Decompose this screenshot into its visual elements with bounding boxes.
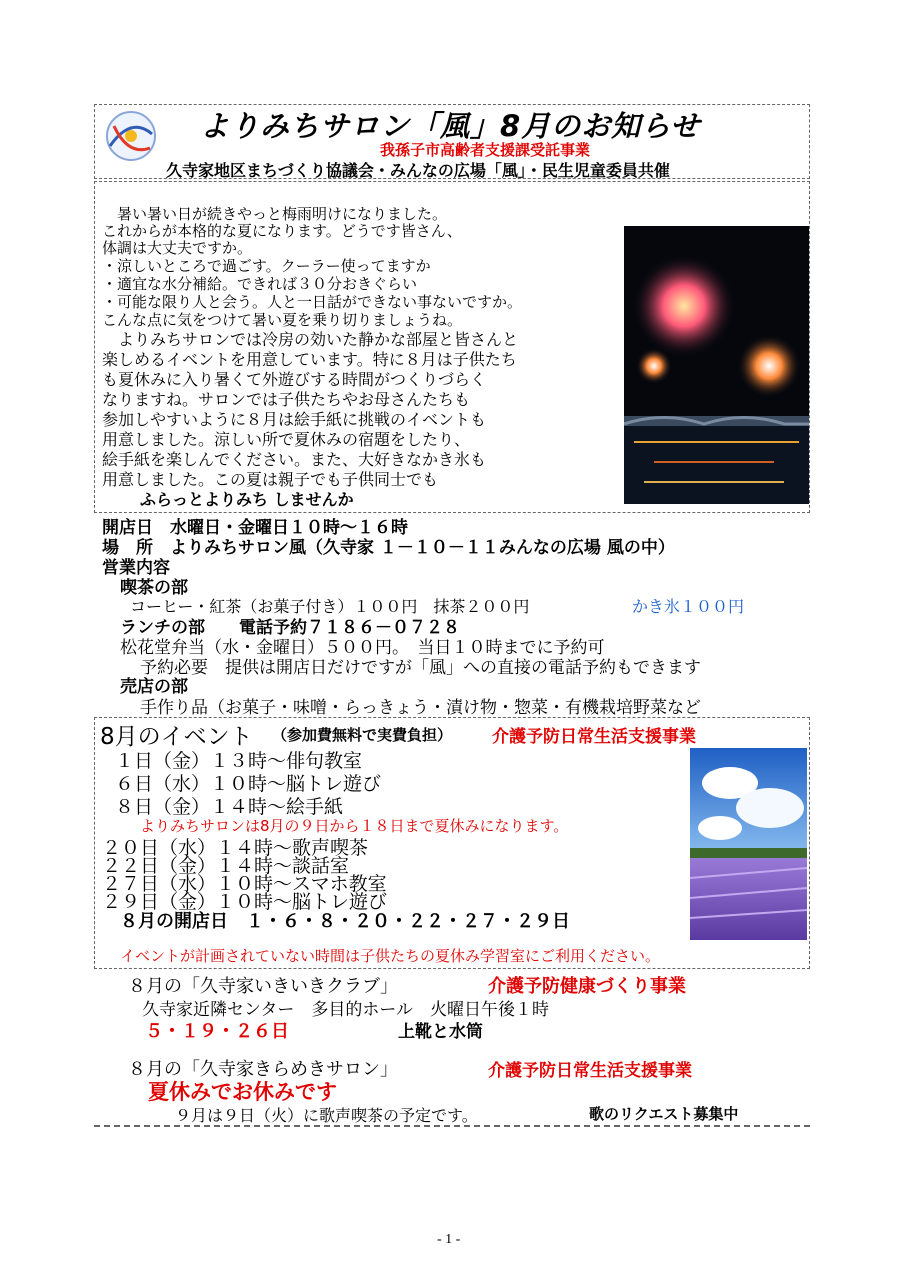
event-item: ８日（金）１４時～絵手紙 [115,796,344,818]
club-program: 介護予防健康づくり事業 [488,976,686,997]
logo [98,106,164,170]
club-bring: 上靴と水筒 [398,1022,483,1042]
events-program: 介護予防日常生活支援事業 [492,727,696,747]
events-note: （参加費無料で実費負担） [272,726,453,744]
salon-next: ９月は９日（火）に歌声喫茶の予定です。 [175,1106,478,1125]
sponsors-text: 久寺家地区まちづくり協議会・みんなの広場「風」・民生児童委員共催 [166,161,670,180]
event-item: ２０日（水）１４時～歌声喫茶 [102,837,369,859]
event-item: １日（金）１３時～俳句教室 [115,750,363,772]
intro-line: ・可能な限り人と会う。人と一日話ができない事ないですか。 [102,293,523,311]
intro-line: よりみちサロンでは冷房の効いた静かな部屋と皆さんと [102,330,519,349]
intro-line: ・適宜な水分補給。できれば３０分おきぐらい [102,275,418,293]
page-title: よりみちサロン「風」8月のお知らせ [200,109,701,143]
open-dates: ８月の開店日 １・６・８・２０・２２・２７・２９日 [120,911,570,932]
club-title: ８月の「久寺家いきいきクラブ」 [128,976,398,997]
shop-heading: 売店の部 [120,677,188,697]
event-item: ２９日（金）１０時～脳トレ遊び [102,891,388,913]
event-item: ２２日（金）１４時～談話室 [102,855,350,877]
events-title: 8月のイベント [100,724,253,750]
commission-text: 我孫子市高齢者支援課受託事業 [380,141,591,159]
business-heading: 営業内容 [102,558,170,578]
shop-items: 手作り品（お菓子・味噌・らっきょう・漬け物・惣菜・有機栽培野菜など [140,698,701,718]
intro-line: 用意しました。涼しい所で夏休みの宿題をしたり、 [102,430,471,449]
reservation: 予約必要 提供は開店日だけですが「風」への直接の電話予約もできます [140,658,701,678]
intro-line: 絵手紙を楽しんでください。また、大好きなかき氷も [102,450,487,469]
bento: 松花堂弁当（水・金曜日）５００円。 当日１０時までに予約可 [120,638,605,658]
fireworks-photo [624,226,809,504]
club-venue: 久寺家近隣センター 多目的ホール 火曜日午後１時 [142,1000,549,1020]
event-item: ６日（水）１０時～脳トレ遊び [115,773,382,795]
intro-line: 用意しました。この夏は親子でも子供同士でも [102,470,439,489]
event-item: ２７日（水）１０時～スマホ教室 [102,873,387,895]
holiday-notice: よりみちサロンは8月の９日から１８日まで夏休みになります。 [140,817,569,835]
intro-line: 楽しめるイベントを用意しています。特に８月は子供たち [102,350,517,369]
study-notice: イベントが計画されていない時間は子供たちの夏休み学習室にご利用ください。 [120,947,661,965]
divider [94,1125,810,1127]
lunch: ランチの部 電話予約７１８６－０７２８ [120,618,460,638]
cafe-heading: 喫茶の部 [120,578,188,598]
intro-line: 体調は大丈夫ですか。 [102,239,253,257]
club-dates: ５・１９・２６日 [145,1021,289,1042]
intro-line: 暑い暑い日が続きやっと梅雨明けになりました。 [102,205,448,223]
intro-line: 参加しやすいように８月は絵手紙に挑戦のイベントも [102,410,487,429]
salon-request: 歌のリクエスト募集中 [589,1105,739,1123]
intro-line: ・涼しいところで過ごす。クーラー使ってますか [102,257,431,275]
lavender-field-photo [690,748,807,940]
intro-line: こんな点に気をつけて暑い夏を乗り切りましょうね。 [102,311,463,329]
salon-title: ８月の「久寺家きらめきサロン」 [128,1059,398,1080]
kakigori: かき氷１００円 [632,597,745,616]
intro-line: これからが本格的な夏になります。どうです皆さん、 [102,222,462,240]
salon-closed: 夏休みでお休みです [148,1080,337,1104]
intro-line: も夏休みに入り暑くて外遊びする時間がつくりづらく [102,370,487,389]
salon-program: 介護予防日常生活支援事業 [488,1061,692,1081]
cafe-items: コーヒー・紅茶（お菓子付き）１００円 抹茶２００円 [130,597,530,616]
intro-closing: ふらっとよりみち しませんか [140,490,354,509]
intro-line: なりますね。サロンでは子供たちやお母さんたちも [102,390,471,409]
open-days: 開店日 水曜日・金曜日１０時～１６時 [102,518,408,538]
place: 場 所 よりみちサロン風（久寺家 １－１０－１１みんなの広場 風の中） [102,538,675,558]
page-number: - 1 - [437,1232,461,1247]
